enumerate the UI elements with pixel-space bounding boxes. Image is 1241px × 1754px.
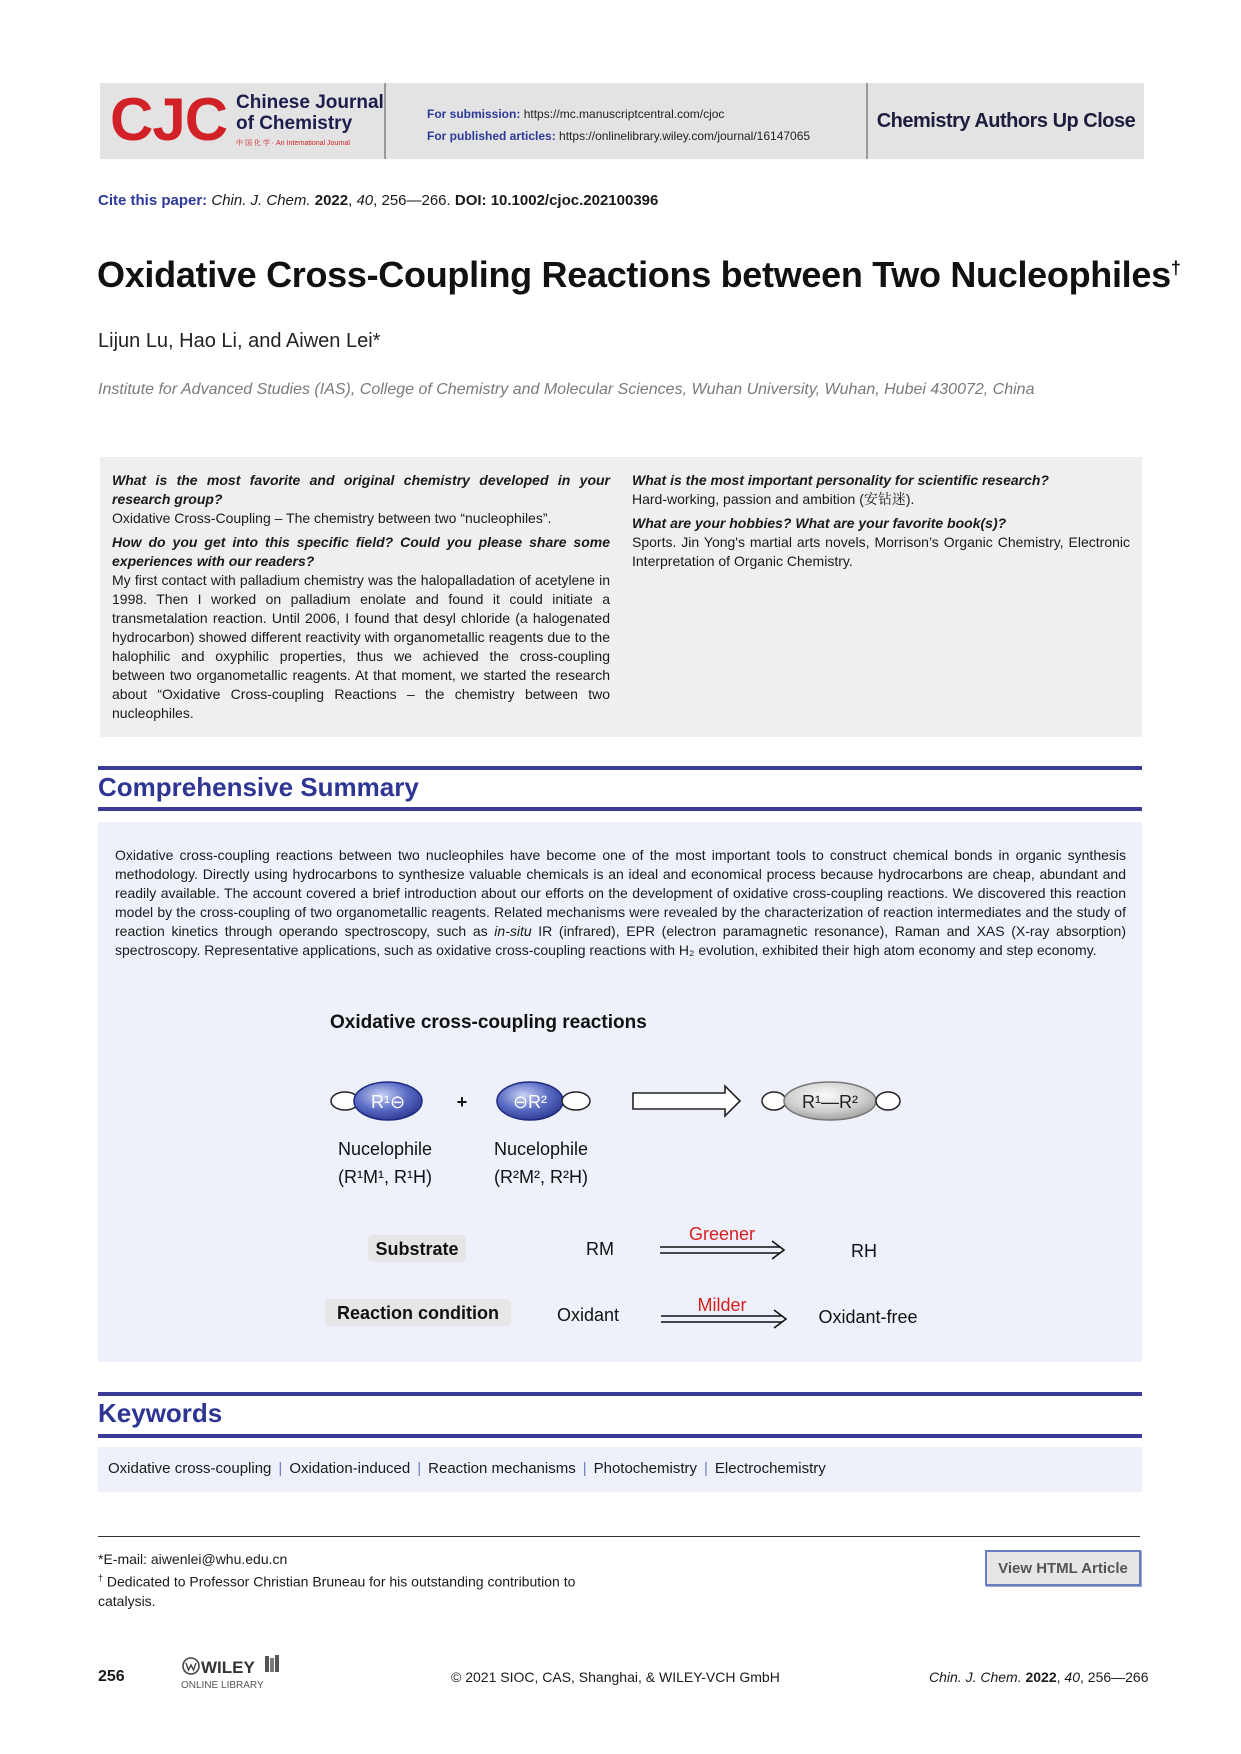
keyword-list: Oxidative cross-coupling | Oxidation-induced | Reaction mechanisms | Photochemistry | Electrochemistry — [108, 1460, 826, 1477]
published-articles-link[interactable]: https://onlinelibrary.wiley.com/journal/16147065 — [559, 129, 811, 143]
nucleophile-2-formula: (R²M², R²H) — [494, 1167, 588, 1187]
reactant-2-label: ⊖R² — [512, 1092, 548, 1112]
wiley-library-icon — [180, 1653, 290, 1693]
keyword: Photochemistry — [593, 1460, 697, 1477]
author-list: Lijun Lu, Hao Li, and Aiwen Lei* — [98, 330, 381, 352]
keyword: Oxidative cross-coupling — [108, 1460, 272, 1477]
interview-answer: Sports. Jin Yong's martial arts novels, Morrison’s Organic Chemistry, Electronic Interpretation of Organic Chemistry. — [632, 534, 1130, 569]
email-footnote: *E-mail: aiwenlei@whu.edu.cn — [98, 1551, 288, 1567]
interview-question: What is the most important personality for scientific research? — [632, 472, 1049, 488]
substrate-label: Substrate — [375, 1239, 459, 1259]
condition-from: Oxidant — [556, 1305, 620, 1325]
header-divider — [384, 83, 386, 159]
svg-text:ONLINE LIBRARY: ONLINE LIBRARY — [181, 1680, 264, 1691]
footnote-rule — [98, 1536, 1140, 1537]
interview-question: What is the most favorite and original chemistry developed in your research group? — [112, 472, 610, 507]
nucleophile-2-label: Nucelophile — [493, 1139, 589, 1159]
copyright: © 2021 SIOC, CAS, Shanghai, & WILEY-VCH GmbH — [451, 1669, 780, 1685]
condition-to: Oxidant-free — [818, 1307, 918, 1327]
page-number: 256 — [98, 1668, 125, 1685]
section-rule — [98, 766, 1142, 770]
article-title: Oxidative Cross-Coupling Reactions between Two Nucleophiles† — [97, 254, 1181, 295]
substrate-from: RM — [586, 1239, 614, 1259]
nucleophile-1-formula: (R¹M¹, R¹H) — [338, 1167, 432, 1187]
product-label: R¹—R² — [802, 1092, 858, 1112]
keyword: Reaction mechanisms — [428, 1460, 576, 1477]
section-rule — [98, 1392, 1142, 1396]
substrate-to: RH — [851, 1241, 877, 1261]
doi-link[interactable]: DOI: 10.1002/cjoc.202100396 — [454, 192, 659, 209]
summary-text: Oxidative cross-coupling reactions between two nucleophiles have become one of the most important tools to construct chemical bonds in organic synthesis methodology. Directly using hydrocarbons to synthesize valuable chemicals is an ideal and economical process because hydrocarbons are cheap, abundant and readily available. The account covered a brief introduction about our efforts on the development of oxidative cross-coupling reactions. We discovered this reaction model by the cross-coupling of two organometallic reagents. Related mechanisms were revealed by the characterization of reaction intermediates and the study of reaction kinetics through operando spectroscopy, such as in-situ IR (infrared), EPR (electron paramagnetic resonance), Raman and XAS (X-ray absorption) spectroscopy. Representative applications, such as oxidative cross-coupling reactions with H₂ evolution, exhibited their high atom economy and step economy. — [115, 847, 1127, 958]
keyword: Oxidation-induced — [289, 1460, 411, 1477]
interview-question: What are your hobbies? What are your favorite book(s)? — [632, 515, 1007, 531]
wiley-logo — [180, 1653, 290, 1698]
section-label: Chemistry Authors Up Close — [876, 109, 1136, 132]
interview-answer: Oxidative Cross-Coupling – The chemistry between two “nucleophiles”. — [112, 510, 552, 526]
footnotes — [98, 1550, 618, 1611]
view-html-article-button[interactable]: View HTML Article — [985, 1550, 1141, 1586]
citation-line: Cite this paper: Chin. J. Chem. 2022, 40, 256—266. DOI: 10.1002/cjoc.202100396 — [98, 192, 659, 209]
svg-text:WILEY: WILEY — [201, 1658, 255, 1677]
interview-right-column — [632, 471, 1130, 576]
footer-journal-reference: Chin. J. Chem. 2022, 40, 256—266 — [929, 1669, 1149, 1685]
condition-label: Reaction condition — [337, 1303, 499, 1323]
interview-answer: My first contact with palladium chemistry was the halopalladation of acetylene in 1998. Then I worked on palladium enolate and found it could initiate a transmetalation reaction. Until 2006, I found that desyl chloride (a halogenated hydrocarbon) showed different reactivity with organometallic reagents due to the halophilic and oxyphilic properties, thus we achieved the cross-coupling between two organometallic reagents. At that moment, we started the research about “Oxidative Cross-coupling Reactions – the chemistry between two nucleophiles. — [112, 572, 610, 721]
scheme-title: Oxidative cross-coupling reactions — [330, 1012, 647, 1033]
header-links: For submission: https://mc.manuscriptcentral.com/cjoc For published articles: https://onlinelibrary.wiley.com/journal/16147065 — [427, 107, 811, 143]
journal-logo: CJC — [110, 86, 228, 153]
affiliation: Institute for Advanced Studies (IAS), College of Chemistry and Molecular Sciences, Wuhan University, Wuhan, Hubei 430072, China — [98, 381, 1035, 398]
greener-label: Greener — [688, 1224, 756, 1244]
nucleophile-1-label: Nucelophile — [337, 1139, 433, 1159]
interview-question: How do you get into this specific field? Could you please share some experiences with our readers? — [112, 534, 610, 569]
reaction-scheme — [300, 1000, 960, 1345]
section-rule — [98, 807, 1142, 811]
plus-sign: + — [456, 1092, 468, 1112]
summary-heading: Comprehensive Summary — [98, 772, 419, 802]
journal-name: Chinese Journal of Chemistry — [236, 92, 384, 134]
keyword: Electrochemistry — [714, 1460, 826, 1477]
nucleophile-1-orbital — [331, 1082, 422, 1120]
interview-answer: Hard-working, passion and ambition (安钻迷). — [632, 491, 915, 507]
keywords-heading: Keywords — [98, 1398, 223, 1428]
submission-link[interactable]: https://mc.manuscriptcentral.com/cjoc — [523, 107, 725, 121]
nucleophile-2-orbital — [497, 1082, 590, 1120]
dedication-footnote: † Dedicated to Professor Christian Bruneau for his outstanding contribution to catalysis. — [98, 1573, 576, 1609]
milder-label: Milder — [697, 1295, 747, 1315]
product-orbital — [762, 1082, 900, 1120]
reactant-1-label: R¹⊖ — [370, 1092, 406, 1112]
section-rule — [98, 1434, 1142, 1438]
journal-subtitle: 中 国 化 学 · An International Journal — [236, 140, 350, 147]
interview-left-column — [112, 471, 610, 728]
reaction-arrow — [633, 1086, 740, 1116]
